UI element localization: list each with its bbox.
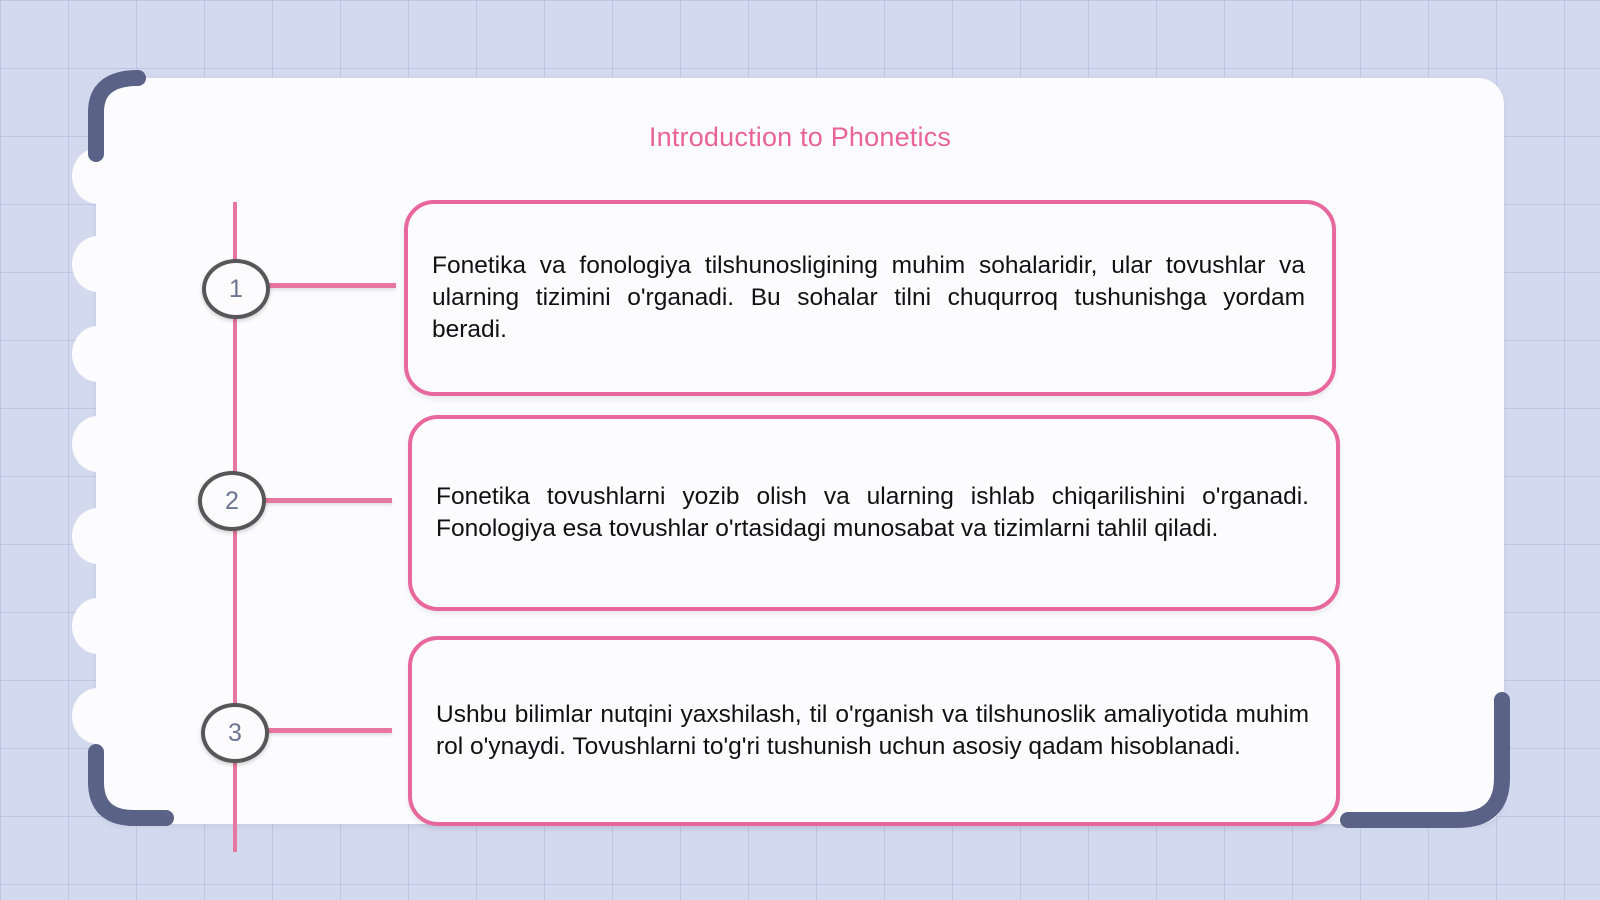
timeline-card-1	[404, 200, 1336, 396]
corner-bracket-bottom-right	[1334, 686, 1516, 832]
paper-torn-edge	[72, 236, 124, 292]
timeline-card-2	[408, 415, 1340, 611]
timeline-step-2-marker	[198, 471, 266, 531]
timeline-card-3	[408, 636, 1340, 826]
paper-torn-edge	[72, 326, 124, 382]
paper-torn-edge	[72, 508, 124, 564]
paper-torn-edge	[72, 688, 124, 744]
card-text: Fonetika va fonologiya tilshunosligining muhim sohalaridir, ular tovushlar va ularning tizimini o'rganadi. Bu sohalar tilni chuqurroq tushunishga yordam beradi.	[432, 252, 1305, 343]
timeline-connector	[264, 498, 392, 503]
paper-torn-edge	[72, 598, 124, 654]
card-text: Ushbu bilimlar nutqini yaxshilash, til o'rganish va tilshunoslik amaliyotida muhim rol o'ynaydi. Tovushlarni to'g'ri tushunish uchun asosiy qadam hisoblanadi.	[436, 701, 1309, 760]
timeline-connector	[266, 728, 392, 733]
slide-title: Introduction to Phonetics	[648, 122, 952, 152]
timeline-step-3-marker	[201, 703, 269, 763]
step-number: 2	[225, 486, 239, 515]
timeline-step-1-marker	[202, 259, 270, 319]
paper-torn-edge	[72, 416, 124, 472]
step-number: 1	[229, 274, 243, 303]
timeline-connector	[268, 283, 396, 288]
corner-bracket-bottom-left	[84, 740, 184, 830]
card-text: Fonetika tovushlarni yozib olish va ularning ishlab chiqarilishini o'rganadi. Fonologiya esa tovushlar o'rtasidagi munosabat va tizimlarni tahlil qiladi.	[436, 483, 1309, 542]
step-number: 3	[228, 718, 242, 747]
